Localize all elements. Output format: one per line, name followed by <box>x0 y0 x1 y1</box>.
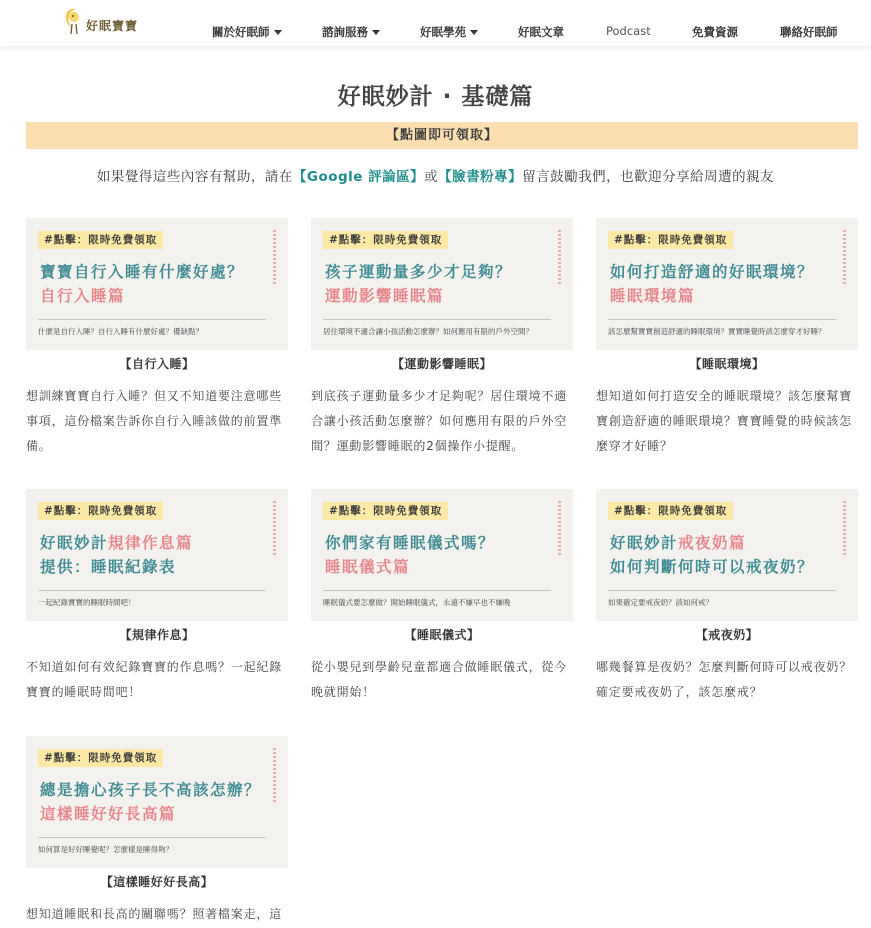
card-caption[interactable]: 【規律作息】 <box>119 628 195 642</box>
decorative-dots <box>273 748 276 804</box>
intro-mid: 或 <box>424 169 439 185</box>
thumbnail-subtitle: 該怎麼幫寶寶創造舒適的睡眠環境？寶寶睡覺時該怎麼穿才好睡？ <box>608 327 826 336</box>
claim-banner: 【點圖即可領取】 <box>26 122 858 149</box>
decorative-dots <box>843 501 846 557</box>
decorative-dots <box>558 501 561 557</box>
divider <box>608 590 836 591</box>
nav-item-3[interactable] <box>518 24 564 40</box>
divider <box>323 590 551 591</box>
resource-thumbnail[interactable] <box>311 489 573 621</box>
thumbnail-subheadline: 睡眠環境篇 <box>610 287 696 305</box>
resource-thumbnail[interactable] <box>26 489 288 621</box>
intro-text <box>0 165 871 185</box>
nav-item-2[interactable] <box>420 24 478 40</box>
page-title: 好眠妙計 · 基礎篇 <box>337 84 534 110</box>
resource-thumbnail[interactable] <box>311 218 573 350</box>
headline-text: 好眠妙計 <box>40 534 109 552</box>
card-caption[interactable]: 【運動影響睡眠】 <box>391 357 492 371</box>
card-description: 從小嬰兒到學齡兒童都適合做睡眠儀式，從今晚就開始！ <box>311 660 568 699</box>
card-caption[interactable]: 【睡眠儀式】 <box>404 628 480 642</box>
thumbnail-subtitle: 如何算是好好睡覺呢？怎麼樣是睡得夠？ <box>38 845 173 854</box>
thumbnail-subheadline: 運動影響睡眠篇 <box>325 287 445 305</box>
facebook-fanpage-link[interactable]: 【臉書粉專】 <box>438 169 523 185</box>
free-claim-tag: #點擊：限時免費領取 <box>38 502 163 520</box>
thumbnail-subtitle: 如果確定要戒夜奶？該如何戒？ <box>608 598 713 607</box>
thumbnail-subtitle: 居住環境不適合讓小孩活動怎麼辦？如何應用有限的戶外空間？ <box>323 327 533 336</box>
logo-text: 好眠寶寶 <box>86 19 139 33</box>
intro-before: 如果覺得這些內容有幫助，請在 <box>96 169 293 185</box>
free-claim-tag: #點擊：限時免費領取 <box>323 231 448 249</box>
card-description: 想訓練寶寶自行入睡？但又不知道要注意哪些事項，這份檔案告訴你自行入睡該做的前置準備。 <box>26 389 283 453</box>
card-description: 不知道如何有效紀錄寶寶的作息嗎？一起紀錄寶寶的睡眠時間吧！ <box>26 660 283 699</box>
nav-item-label: 關於好眠師 <box>212 25 270 39</box>
divider <box>38 319 266 320</box>
divider <box>38 590 266 591</box>
free-claim-tag: #點擊：限時免費領取 <box>323 502 448 520</box>
intro-after: 留言鼓勵我們，也歡迎分享給周遭的親友 <box>522 169 775 185</box>
card-description: 想知道如何打造安全的睡眠環境？該怎麼幫寶寶創造舒適的睡眠環境？寶寶睡覺的時候該怎麼穿才好睡？ <box>596 389 853 453</box>
free-claim-tag: #點擊：限時免費領取 <box>38 231 163 249</box>
headline-text: 如何打造舒適的好眠環境？ <box>610 263 815 281</box>
card-description: 到底孩子運動量多少才足夠呢？居住環境不適合讓小孩活動怎麼辦？如何應用有限的戶外空間？運動影響睡眠的2個操作小提醒。 <box>311 389 568 453</box>
caret-down-icon <box>372 30 380 35</box>
thumbnail-headline <box>40 778 261 800</box>
thumbnail-subheadline: 這樣睡好好長高篇 <box>40 805 177 823</box>
card-caption[interactable]: 【睡眠環境】 <box>689 357 765 371</box>
nav-item-6[interactable] <box>780 24 838 40</box>
thumbnail-subheadline: 提供：睡眠紀錄表 <box>40 558 177 576</box>
nav-item-label: Podcast <box>606 24 651 38</box>
thumbnail-subheadline: 自行入睡篇 <box>40 287 126 305</box>
decorative-dots <box>273 501 276 557</box>
divider <box>323 319 551 320</box>
card-description: 哪幾餐算是夜奶？怎麼判斷何時可以戒夜奶？確定要戒夜奶了，該怎麼戒？ <box>596 660 853 699</box>
card-caption[interactable]: 【自行入睡】 <box>119 357 195 371</box>
card-caption[interactable]: 【戒夜奶】 <box>695 628 759 642</box>
nav-item-label: 聯絡好眠師 <box>780 25 838 39</box>
resource-thumbnail[interactable] <box>596 489 858 621</box>
resource-thumbnail[interactable] <box>26 218 288 350</box>
nav-item-label: 好眠學苑 <box>420 25 466 39</box>
thumbnail-headline <box>610 531 746 553</box>
decorative-dots <box>273 230 276 286</box>
headline-text: 寶寶自行入睡有什麼好處？ <box>40 263 245 281</box>
caret-down-icon <box>274 30 282 35</box>
thumbnail-subheadline: 如何判斷何時可以戒夜奶？ <box>610 558 815 576</box>
card-description: 想知道睡眠和長高的關聯嗎？照著檔案走，這 <box>26 907 283 921</box>
free-claim-tag: #點擊：限時免費領取 <box>608 502 733 520</box>
card-caption[interactable]: 【這樣睡好好長高】 <box>100 875 214 889</box>
divider <box>38 837 266 838</box>
nav-item-label: 諮詢服務 <box>322 25 368 39</box>
google-review-link[interactable]: 【Google 評論區】 <box>292 169 425 185</box>
divider <box>608 319 836 320</box>
nav-item-label: 好眠文章 <box>518 25 564 39</box>
thumbnail-headline <box>40 531 193 553</box>
nav-item-1[interactable] <box>322 24 380 40</box>
nav-item-5[interactable] <box>692 24 738 40</box>
thumbnail-headline <box>610 260 814 282</box>
thumbnail-subtitle: 睡眠儀式要怎麼做？開始睡眠儀式，永遠不嫌早也不嫌晚 <box>323 598 511 607</box>
thumbnail-headline <box>40 260 244 282</box>
headline-accent: 戒夜奶篇 <box>678 534 747 552</box>
site-header <box>0 0 871 46</box>
headline-text: 總是擔心孩子長不高該怎辦？ <box>40 781 262 799</box>
headline-text: 孩子運動量多少才足夠？ <box>325 263 513 281</box>
nav-item-4[interactable] <box>606 24 651 38</box>
thumbnail-subtitle: 一起紀錄寶寶的睡眠時間吧！ <box>38 598 136 607</box>
free-claim-tag: #點擊：限時免費領取 <box>38 749 163 767</box>
thumbnail-subheadline: 睡眠儀式篇 <box>325 558 411 576</box>
resource-thumbnail[interactable] <box>596 218 858 350</box>
nav-item-0[interactable] <box>212 24 282 40</box>
main-nav <box>0 0 871 46</box>
nav-item-label: 免費資源 <box>692 25 738 39</box>
thumbnail-subtitle: 什麼是自行入睡？自行入睡有什麼好處？優缺點？ <box>38 327 203 336</box>
headline-accent: 規律作息篇 <box>108 534 194 552</box>
decorative-dots <box>843 230 846 286</box>
free-claim-tag: #點擊：限時免費領取 <box>608 231 733 249</box>
resource-thumbnail[interactable] <box>26 736 288 868</box>
headline-text: 你們家有睡眠儀式嗎？ <box>325 534 496 552</box>
thumbnail-headline <box>325 531 495 553</box>
thumbnail-headline <box>325 260 512 282</box>
caret-down-icon <box>470 30 478 35</box>
headline-text: 好眠妙計 <box>610 534 679 552</box>
decorative-dots <box>558 230 561 286</box>
